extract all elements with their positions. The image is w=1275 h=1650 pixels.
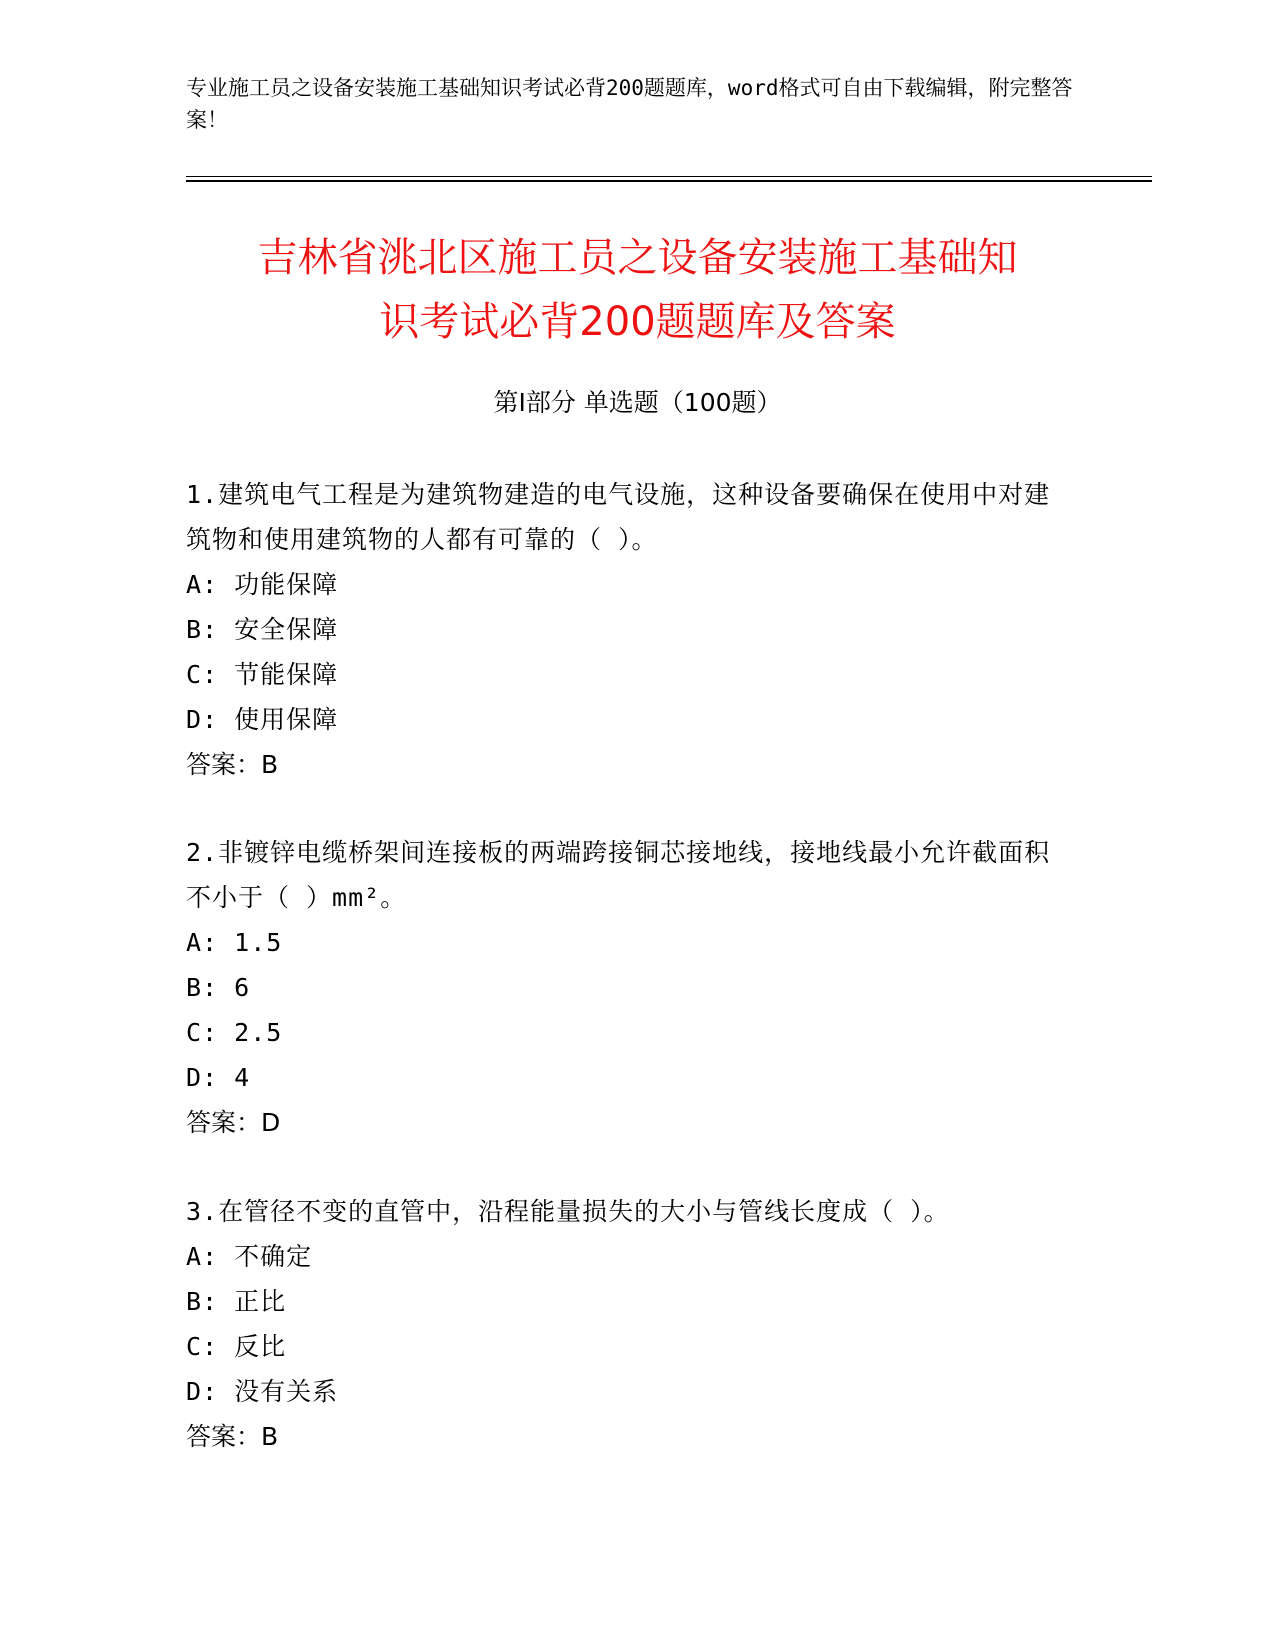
question-text: 2.非镀锌电缆桥架间连接板的两端跨接铜芯接地线，接地线最小允许截面积不小于（ ）mm²。 [186,838,1051,912]
option-b: B: 安全保障 [186,615,339,644]
question-3 [186,1189,1066,1459]
question-text: 3.在管径不变的直管中，沿程能量损失的大小与管线长度成（ ）。 [186,1197,950,1226]
header-divider-thick [186,180,1152,182]
option-c: C: 2.5 [186,1018,283,1047]
answer: 答案：B [186,1422,279,1451]
document-title-line-2: 识考试必背200题题库及答案 [379,299,896,345]
question-2 [186,830,1066,1145]
header-note: 专业施工员之设备安装施工基础知识考试必背200题题库，word格式可自由下载编辑，附完整答案！ [186,76,1073,132]
option-c: C: 反比 [186,1332,287,1361]
option-a: A: 1.5 [186,928,283,957]
option-d: D: 4 [186,1063,251,1092]
option-b: B: 6 [186,973,251,1002]
option-d: D: 没有关系 [186,1377,339,1406]
document-title-line-1: 吉林省洮北区施工员之设备安装施工基础知 [257,235,1018,281]
answer: 答案：D [186,1108,281,1137]
option-d: D: 使用保障 [186,705,339,734]
document-title [186,226,1089,354]
header-divider-thin [186,176,1152,177]
option-a: A: 不确定 [186,1242,313,1271]
answer: 答案：B [186,750,279,779]
option-a: A: 功能保障 [186,570,339,599]
question-1 [186,472,1066,787]
question-text: 1.建筑电气工程是为建筑物建造的电气设施，这种设备要确保在使用中对建筑物和使用建筑物的人都有可靠的（ ）。 [186,480,1051,554]
option-b: B: 正比 [186,1287,287,1316]
option-c: C: 节能保障 [186,660,339,689]
section-heading: 第Ⅰ部分 单选题（100题） [493,388,782,417]
